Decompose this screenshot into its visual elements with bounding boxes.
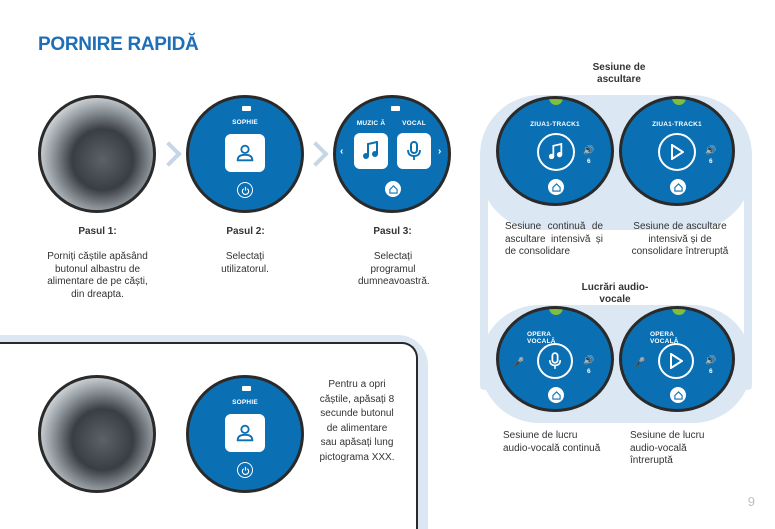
music-note-icon[interactable] (537, 133, 575, 171)
chevron-right-icon (303, 141, 328, 166)
listening-continuous-screen (496, 96, 614, 206)
modes-panel-connector (480, 170, 488, 390)
shutdown-screen (186, 375, 304, 493)
audio-vocal-interrupted-text: Sesiune de lucru audio-vocală întreruptă (630, 430, 705, 466)
headphone-photo (38, 95, 156, 213)
opera-label: OPERA VOCALĂ (650, 331, 679, 345)
play-icon[interactable] (658, 343, 694, 379)
headphone-photo (38, 375, 156, 493)
listening-heading: Sesiune de ascultare (592, 62, 646, 85)
volume-level: 6 (709, 368, 713, 375)
step-1-title: Pasul 1: (78, 226, 117, 237)
home-icon[interactable] (385, 181, 401, 197)
step-3-title: Pasul 3: (373, 226, 412, 237)
program-select-screen (333, 95, 451, 213)
microphone-icon[interactable] (537, 343, 573, 379)
modes-panel-connector (744, 170, 752, 390)
home-icon[interactable] (548, 387, 564, 403)
power-icon[interactable] (237, 182, 253, 198)
chevron-right-icon (156, 141, 181, 166)
audio-vocal-interrupted-screen (619, 306, 735, 412)
music-button[interactable] (354, 133, 388, 169)
status-indicator (672, 308, 686, 315)
play-icon[interactable] (658, 133, 696, 171)
audio-vocal-continuous-text: Sesiune de lucru audio-vocală continuă (503, 430, 601, 454)
vocal-label: VOCAL (402, 120, 426, 127)
volume-level: 6 (709, 158, 713, 165)
user-name-label: SOPHIE (232, 119, 258, 126)
battery-icon (242, 106, 251, 111)
status-indicator (672, 98, 686, 105)
audio-vocal-heading: Lucrări audio-vocale (581, 282, 649, 305)
music-note-icon (362, 141, 380, 161)
battery-icon (391, 106, 400, 111)
opera-label: OPERA VOCALĂ (527, 331, 556, 345)
status-indicator (549, 98, 563, 105)
power-icon[interactable] (237, 462, 253, 478)
microphone-icon (406, 140, 422, 162)
volume-icon[interactable]: 🔊 (705, 145, 717, 155)
home-icon[interactable] (670, 387, 686, 403)
audio-vocal-continuous-screen (496, 306, 614, 412)
volume-icon[interactable]: 🔊 (583, 145, 595, 155)
user-button[interactable] (225, 134, 265, 172)
volume-level: 6 (587, 368, 591, 375)
step-1-text: Porniți căștile apăsând butonul albastru de alimentare de pe căști, din dreapta. (47, 251, 148, 300)
step-2-title: Pasul 2: (226, 226, 265, 237)
step-3-text: Selectați programul dumneavoastră. (358, 251, 430, 287)
shutdown-text: Pentru a opri căștile, apăsați 8 secunde butonul de alimentare sau apăsați lung pictograma XXX. (319, 379, 395, 463)
microphone-small-icon: 🎤 (513, 357, 525, 367)
volume-icon[interactable]: 🔊 (705, 355, 717, 365)
volume-icon[interactable]: 🔊 (583, 355, 595, 365)
page-number: 9 (747, 494, 755, 509)
user-select-screen (186, 95, 304, 213)
user-button[interactable] (225, 414, 265, 452)
volume-level: 6 (587, 158, 591, 165)
step-2-text: Selectați utilizatorul. (221, 251, 269, 275)
microphone-small-icon: 🎤 (634, 357, 646, 367)
chevron-right-icon[interactable]: › (438, 146, 442, 157)
listening-continuous-text: Sesiune continuă de ascultare intensivă și de consolidare (505, 221, 603, 257)
track-label: ZIUA1-TRACK1 (652, 121, 702, 128)
listening-interrupted-screen (619, 96, 735, 206)
track-label: ZIUA1-TRACK1 (530, 121, 580, 128)
user-icon (234, 142, 256, 164)
user-name-label: SOPHIE (232, 399, 258, 406)
page-title: PORNIRE RAPIDĂ (38, 34, 199, 55)
listening-interrupted-text: Sesiune de ascultare intensivă și de consolidare întreruptă (631, 221, 729, 257)
status-indicator (549, 308, 563, 315)
user-icon (234, 422, 256, 444)
chevron-left-icon[interactable]: ‹ (340, 146, 344, 157)
vocal-button[interactable] (397, 133, 431, 169)
home-icon[interactable] (548, 179, 564, 195)
music-label: MUZIC Ă (356, 120, 386, 127)
battery-icon (242, 386, 251, 391)
home-icon[interactable] (670, 179, 686, 195)
